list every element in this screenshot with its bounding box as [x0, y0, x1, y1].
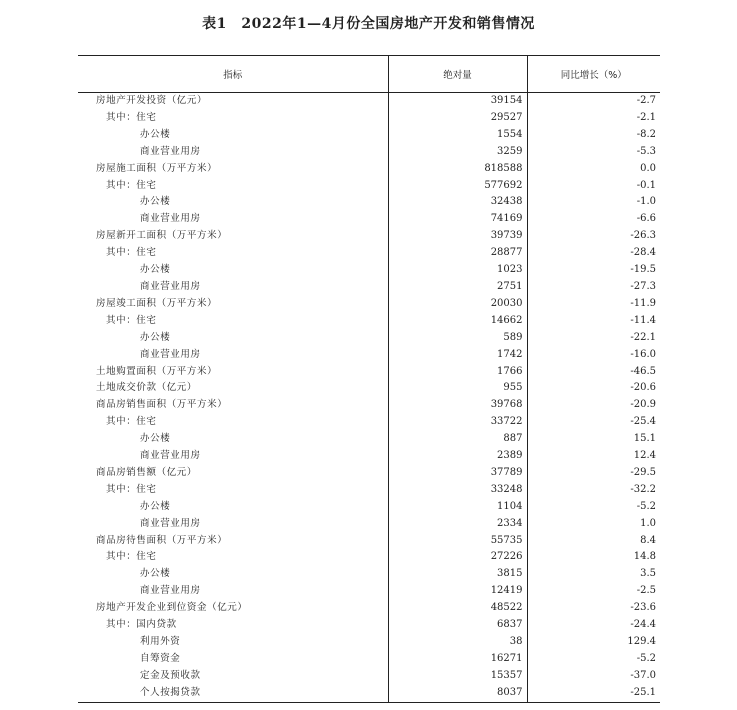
absolute-value-cell: 37789	[388, 465, 527, 482]
yoy-growth-cell: 14.8	[633, 551, 656, 563]
table-row	[78, 330, 660, 347]
absolute-value-cell: 39154	[388, 93, 527, 110]
indicator-cell: 其中：住宅	[106, 416, 157, 428]
yoy-growth-cell: -5.2	[636, 500, 656, 512]
indicator-cell: 商业营业用房	[140, 585, 201, 597]
absolute-value-cell: 1104	[388, 499, 527, 516]
absolute-value-cell: 48522	[388, 600, 527, 617]
indicator-cell: 办公楼	[140, 128, 171, 140]
data-table	[78, 55, 660, 703]
header-absolute: 绝对量	[388, 56, 527, 93]
absolute-value-cell: 3815	[388, 566, 527, 583]
table-row	[78, 313, 660, 330]
indicator-cell: 办公楼	[140, 331, 171, 343]
indicator-cell: 房地产开发企业到位资金（亿元）	[96, 602, 248, 614]
absolute-value-cell: 818588	[388, 161, 527, 178]
indicator-cell: 土地购置面积（万平方米）	[96, 365, 218, 377]
indicator-cell: 其中：国内贷款	[106, 619, 177, 631]
yoy-growth-cell: -5.2	[636, 652, 656, 664]
indicator-cell: 其中：住宅	[106, 314, 157, 326]
yoy-growth-cell: -11.9	[630, 297, 656, 309]
absolute-value-cell: 27226	[388, 549, 527, 566]
yoy-growth-cell: -5.3	[636, 145, 656, 157]
yoy-growth-cell: 12.4	[633, 450, 656, 462]
table-row	[78, 194, 660, 211]
absolute-value-cell: 29527	[388, 110, 527, 127]
absolute-value-cell: 33248	[388, 482, 527, 499]
header-row	[78, 56, 660, 93]
absolute-value-cell: 1742	[388, 347, 527, 364]
table-row	[78, 110, 660, 127]
indicator-cell: 办公楼	[140, 196, 171, 208]
yoy-growth-cell: 8.4	[640, 534, 656, 546]
indicator-cell: 商业营业用房	[140, 348, 201, 360]
yoy-growth-cell: -2.1	[636, 111, 656, 123]
yoy-growth-cell: 1.0	[640, 517, 656, 529]
table-row	[78, 228, 660, 245]
yoy-growth-cell: -8.2	[636, 128, 656, 140]
yoy-growth-cell: -27.3	[630, 280, 656, 292]
absolute-value-cell: 1023	[388, 262, 527, 279]
absolute-value-cell: 3259	[388, 144, 527, 161]
indicator-cell: 其中：住宅	[106, 111, 157, 123]
yoy-growth-cell: -26.3	[630, 230, 656, 242]
table-row	[78, 414, 660, 431]
absolute-value-cell: 33722	[388, 414, 527, 431]
yoy-growth-cell: -2.7	[636, 95, 656, 106]
yoy-growth-cell: -20.9	[630, 399, 656, 411]
absolute-value-cell: 39768	[388, 397, 527, 414]
yoy-growth-cell: -22.1	[630, 331, 656, 343]
table-row	[78, 347, 660, 364]
indicator-cell: 其中：住宅	[106, 551, 157, 563]
table-row	[78, 245, 660, 262]
yoy-growth-cell: -25.1	[527, 685, 660, 702]
table-row	[78, 178, 660, 195]
table-row	[78, 651, 660, 668]
table-row	[78, 397, 660, 414]
header-yoy: 同比增长（%）	[527, 56, 660, 93]
table-row	[78, 279, 660, 296]
absolute-value-cell: 887	[388, 431, 527, 448]
yoy-growth-cell: -2.5	[636, 585, 656, 597]
table-row	[78, 296, 660, 313]
indicator-cell: 房屋施工面积（万平方米）	[96, 162, 218, 174]
indicator-cell: 房屋竣工面积（万平方米）	[96, 297, 218, 309]
indicator-cell: 其中：住宅	[106, 179, 157, 191]
table-row	[78, 516, 660, 533]
table-row	[78, 685, 660, 702]
yoy-growth-cell: -16.0	[630, 348, 656, 360]
indicator-cell: 商品房待售面积（万平方米）	[96, 534, 228, 546]
yoy-growth-cell: -1.0	[636, 196, 656, 208]
indicator-cell: 办公楼	[140, 568, 171, 580]
table-row	[78, 583, 660, 600]
table-row	[78, 465, 660, 482]
absolute-value-cell: 8037	[388, 685, 527, 702]
table-row	[78, 533, 660, 550]
yoy-growth-cell: -23.6	[630, 602, 656, 614]
table-row	[78, 262, 660, 279]
indicator-cell: 其中：住宅	[106, 247, 157, 259]
absolute-value-cell: 2334	[388, 516, 527, 533]
absolute-value-cell: 14662	[388, 313, 527, 330]
absolute-value-cell: 589	[388, 330, 527, 347]
table-row	[78, 668, 660, 685]
table-row	[78, 600, 660, 617]
yoy-growth-cell: -6.6	[636, 213, 656, 225]
indicator-cell: 办公楼	[140, 433, 171, 445]
indicator-cell: 房地产开发投资（亿元）	[96, 95, 208, 106]
table-row	[78, 549, 660, 566]
table-row	[78, 161, 660, 178]
absolute-value-cell: 39739	[388, 228, 527, 245]
absolute-value-cell: 20030	[388, 296, 527, 313]
yoy-growth-cell: 3.5	[640, 568, 656, 580]
absolute-value-cell: 55735	[388, 533, 527, 550]
indicator-cell: 办公楼	[140, 264, 171, 276]
table-row	[78, 93, 660, 110]
yoy-growth-cell: -0.1	[636, 179, 656, 191]
absolute-value-cell: 28877	[388, 245, 527, 262]
absolute-value-cell: 577692	[388, 178, 527, 195]
indicator-cell: 定金及预收款	[140, 669, 201, 681]
table-body	[78, 93, 660, 703]
yoy-growth-cell: -29.5	[630, 466, 656, 478]
indicator-cell: 商业营业用房	[140, 280, 201, 292]
yoy-growth-cell: -25.4	[630, 416, 656, 428]
absolute-value-cell: 955	[388, 380, 527, 397]
yoy-growth-cell: -19.5	[630, 264, 656, 276]
indicator-cell: 其中：住宅	[106, 483, 157, 495]
absolute-value-cell: 12419	[388, 583, 527, 600]
indicator-cell: 商业营业用房	[140, 213, 201, 225]
indicator-cell: 商业营业用房	[140, 517, 201, 529]
indicator-cell: 个人按揭贷款	[78, 685, 388, 702]
absolute-value-cell: 6837	[388, 617, 527, 634]
table-row	[78, 566, 660, 583]
table-row	[78, 144, 660, 161]
absolute-value-cell: 1554	[388, 127, 527, 144]
yoy-growth-cell: 15.1	[633, 433, 656, 445]
indicator-cell: 房屋新开工面积（万平方米）	[96, 230, 228, 242]
yoy-growth-cell: -11.4	[630, 314, 656, 326]
indicator-cell: 商品房销售额（亿元）	[96, 466, 198, 478]
table-row	[78, 634, 660, 651]
table-row	[78, 482, 660, 499]
table-row	[78, 431, 660, 448]
header-indicator: 指标	[78, 56, 388, 93]
absolute-value-cell: 2389	[388, 448, 527, 465]
table-row	[78, 211, 660, 228]
absolute-value-cell: 74169	[388, 211, 527, 228]
yoy-growth-cell: -37.0	[630, 669, 656, 681]
yoy-growth-cell: -28.4	[630, 247, 656, 259]
absolute-value-cell: 2751	[388, 279, 527, 296]
yoy-growth-cell: -32.2	[630, 483, 656, 495]
absolute-value-cell: 1766	[388, 364, 527, 381]
table-row	[78, 364, 660, 381]
absolute-value-cell: 15357	[388, 668, 527, 685]
table-row	[78, 127, 660, 144]
indicator-cell: 商业营业用房	[140, 450, 201, 462]
yoy-growth-cell: -46.5	[630, 365, 656, 377]
table-row	[78, 448, 660, 465]
indicator-cell: 自筹资金	[140, 652, 181, 664]
absolute-value-cell: 32438	[388, 194, 527, 211]
absolute-value-cell: 38	[388, 634, 527, 651]
indicator-cell: 利用外资	[140, 636, 181, 647]
absolute-value-cell: 16271	[388, 651, 527, 668]
table-row	[78, 380, 660, 397]
yoy-growth-cell: 0.0	[640, 162, 656, 174]
table-row	[78, 617, 660, 634]
yoy-growth-cell: -20.6	[630, 382, 656, 394]
table-row	[78, 499, 660, 516]
indicator-cell: 土地成交价款（亿元）	[96, 382, 198, 394]
yoy-growth-cell: -24.4	[630, 619, 656, 631]
yoy-growth-cell: 129.4	[627, 636, 656, 647]
indicator-cell: 办公楼	[140, 500, 171, 512]
indicator-cell: 商品房销售面积（万平方米）	[96, 399, 228, 411]
table-title: 表1 2022年1—4月份全国房地产开发和销售情况	[202, 16, 535, 32]
indicator-cell: 商业营业用房	[140, 145, 201, 157]
